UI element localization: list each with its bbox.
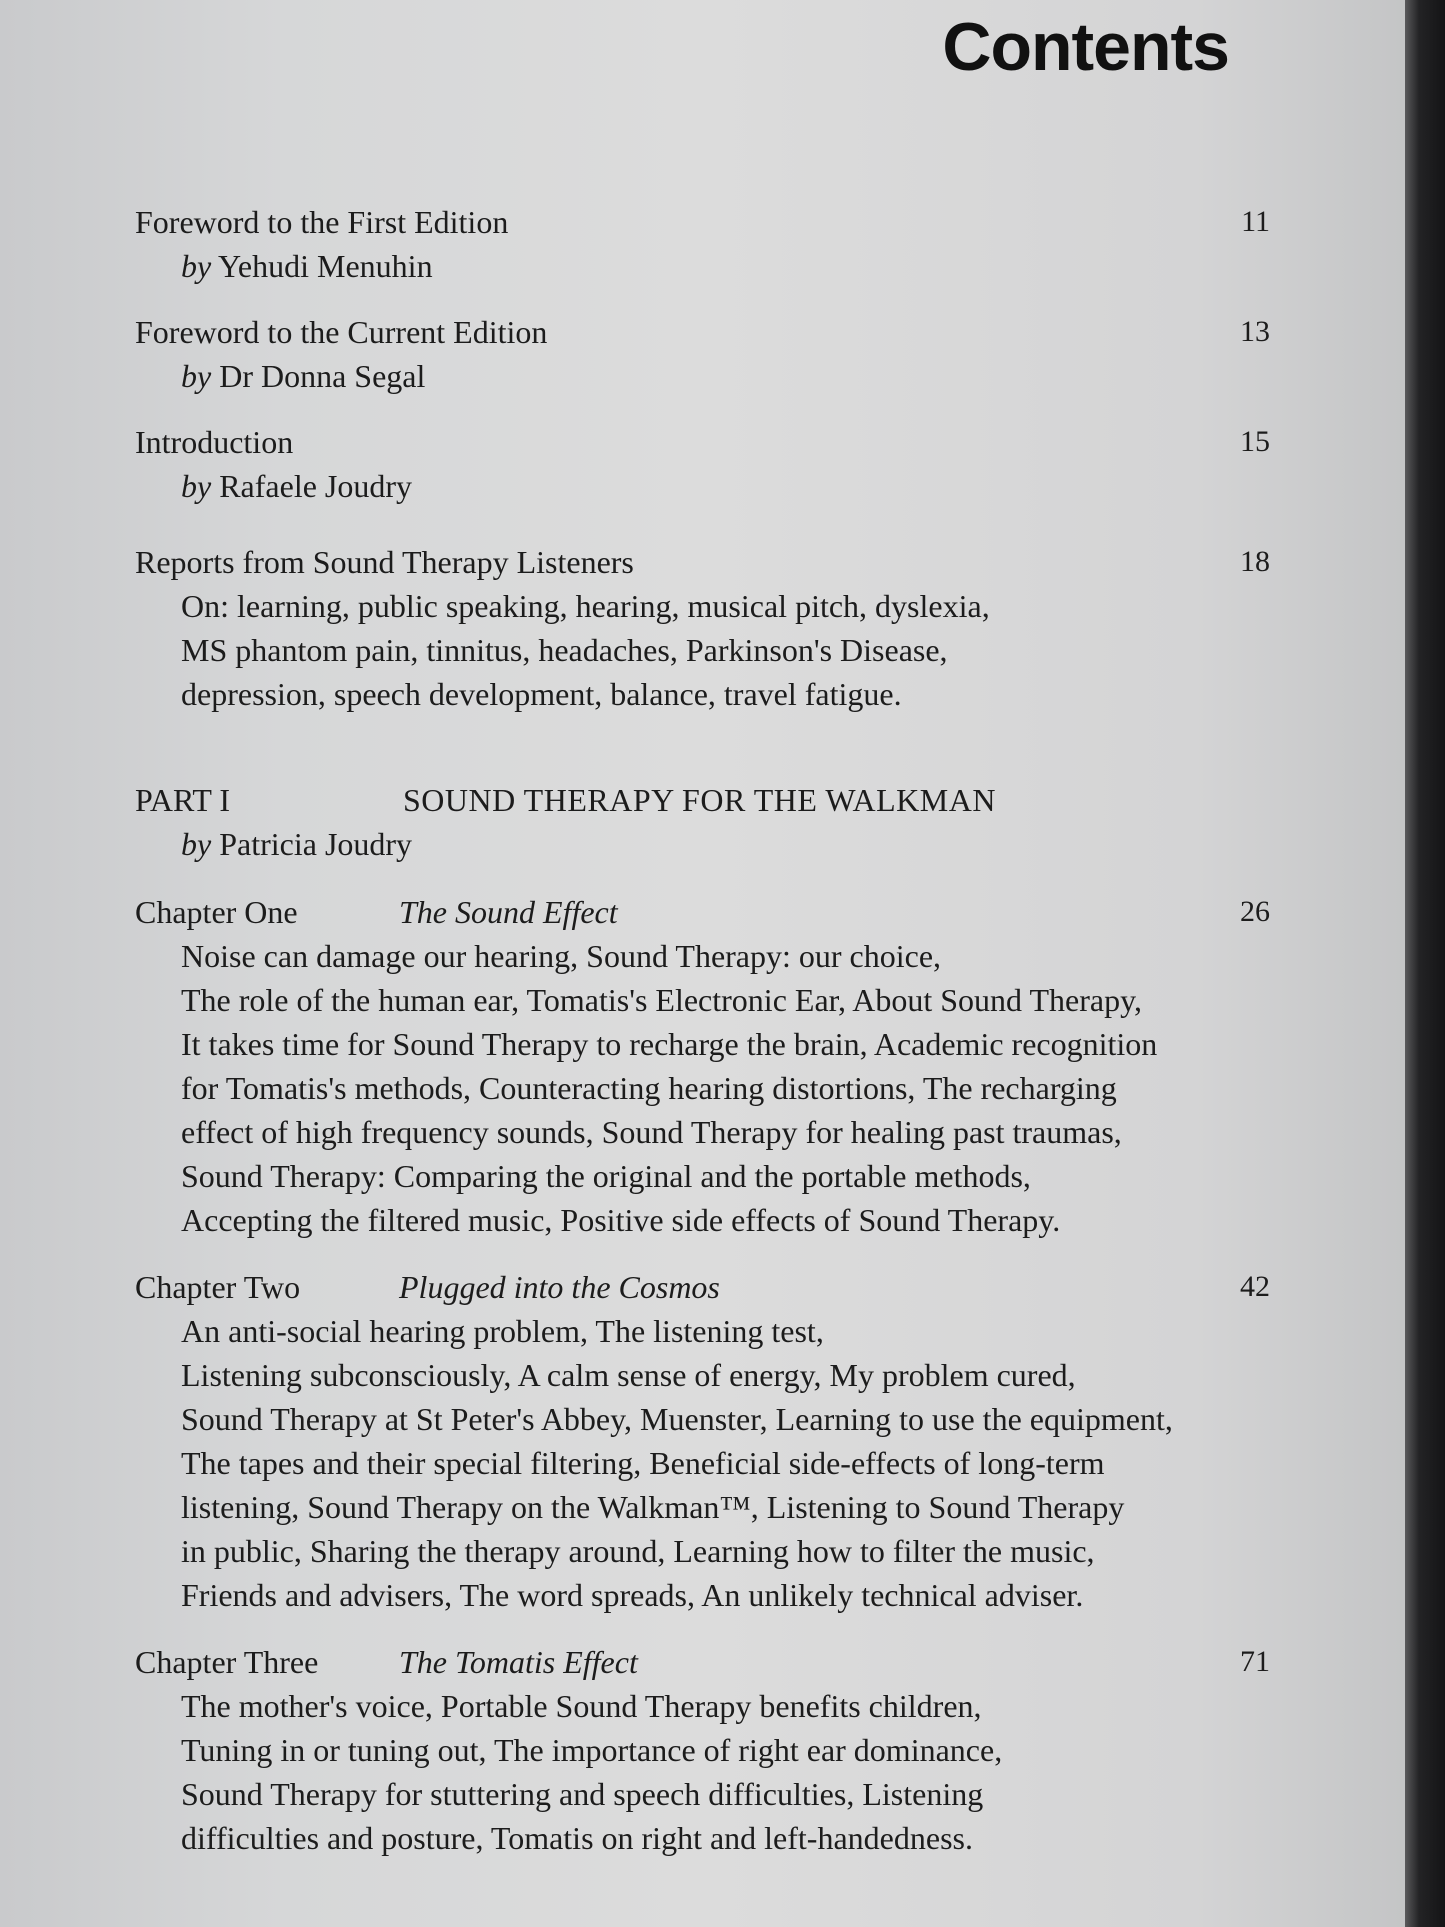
entry-title: Foreword to the Current Edition bbox=[135, 314, 548, 350]
entry-line: listening, Sound Therapy on the Walkman™, Listening to Sound Therapy bbox=[181, 1489, 1125, 1525]
entry-line: difficulties and posture, Tomatis on right and left-handedness. bbox=[181, 1820, 973, 1856]
by-label: by bbox=[181, 358, 212, 394]
entry-title: Reports from Sound Therapy Listeners bbox=[135, 544, 634, 580]
chapter-label: Chapter Two bbox=[135, 1269, 301, 1305]
by-label: by bbox=[181, 826, 212, 862]
toc-entry bbox=[135, 310, 1270, 398]
entry-author bbox=[135, 244, 1270, 288]
chapter-entry bbox=[135, 1640, 1270, 1860]
page-number: 13 bbox=[1240, 315, 1270, 348]
chapter-title: The Tomatis Effect bbox=[399, 1644, 638, 1680]
entry-line: Sound Therapy for stuttering and speech difficulties, Listening bbox=[181, 1776, 984, 1812]
entry-line: It takes time for Sound Therapy to recharge the brain, Academic recognition bbox=[181, 1026, 1158, 1062]
page-number: 26 bbox=[1240, 895, 1270, 928]
page-title: Contents bbox=[942, 9, 1229, 85]
entry-line: for Tomatis's methods, Counteracting hearing distortions, The recharging bbox=[181, 1070, 1117, 1106]
author-name: Yehudi Menuhin bbox=[218, 248, 433, 284]
entry-line: Sound Therapy at St Peter's Abbey, Muenster, Learning to use the equipment, bbox=[181, 1401, 1173, 1437]
entry-line: Friends and advisers, The word spreads, An unlikely technical adviser. bbox=[181, 1577, 1084, 1613]
chapter-label: Chapter Three bbox=[135, 1644, 319, 1680]
part-heading bbox=[135, 778, 1270, 866]
page-number: 15 bbox=[1240, 425, 1270, 458]
entry-line: MS phantom pain, tinnitus, headaches, Parkinson's Disease, bbox=[181, 632, 948, 668]
entry-line: Listening subconsciously, A calm sense of energy, My problem cured, bbox=[181, 1357, 1076, 1393]
toc-entry bbox=[135, 420, 1270, 508]
entry-line: in public, Sharing the therapy around, Learning how to filter the music, bbox=[181, 1533, 1095, 1569]
entry-author bbox=[135, 822, 1270, 866]
page-number: 18 bbox=[1240, 545, 1270, 578]
entry-line: The mother's voice, Portable Sound Therapy benefits children, bbox=[181, 1688, 982, 1724]
page-number: 71 bbox=[1240, 1645, 1270, 1678]
entry-author bbox=[135, 354, 1270, 398]
entry-author bbox=[135, 464, 1270, 508]
entry-title: Introduction bbox=[135, 424, 294, 460]
author-name: Rafaele Joudry bbox=[219, 468, 413, 504]
author-name: Patricia Joudry bbox=[219, 826, 413, 862]
entry-line: The role of the human ear, Tomatis's Electronic Ear, About Sound Therapy, bbox=[181, 982, 1142, 1018]
chapter-label: Chapter One bbox=[135, 894, 298, 930]
entry-line: An anti-social hearing problem, The listening test, bbox=[181, 1313, 824, 1349]
book-spine-shadow bbox=[1405, 0, 1445, 1927]
part-title: SOUND THERAPY FOR THE WALKMAN bbox=[403, 782, 996, 818]
entry-line: The tapes and their special filtering, Beneficial side-effects of long-term bbox=[181, 1445, 1105, 1481]
by-label: by bbox=[181, 468, 212, 504]
entry-line: On: learning, public speaking, hearing, musical pitch, dyslexia, bbox=[181, 588, 990, 624]
author-name: Dr Donna Segal bbox=[219, 358, 426, 394]
part-label: PART I bbox=[135, 782, 231, 818]
entry-line: effect of high frequency sounds, Sound Therapy for healing past traumas, bbox=[181, 1114, 1122, 1150]
page-number: 42 bbox=[1240, 1270, 1270, 1303]
entry-line: Noise can damage our hearing, Sound Therapy: our choice, bbox=[181, 938, 942, 974]
chapter-entry bbox=[135, 1265, 1270, 1617]
entry-title: Foreword to the First Edition bbox=[135, 204, 509, 240]
chapter-entry bbox=[135, 890, 1270, 1242]
chapter-title: The Sound Effect bbox=[399, 894, 618, 930]
entry-line: Sound Therapy: Comparing the original and the portable methods, bbox=[181, 1158, 1031, 1194]
by-label: by bbox=[181, 248, 212, 284]
chapter-title: Plugged into the Cosmos bbox=[399, 1269, 720, 1305]
entry-line: Tuning in or tuning out, The importance of right ear dominance, bbox=[181, 1732, 1003, 1768]
entry-line: Accepting the filtered music, Positive side effects of Sound Therapy. bbox=[181, 1202, 1061, 1238]
toc-entry-reports bbox=[135, 540, 1270, 716]
entry-line: depression, speech development, balance, travel fatigue. bbox=[181, 676, 902, 712]
toc-entry bbox=[135, 200, 1270, 288]
page-number: 11 bbox=[1241, 205, 1270, 238]
